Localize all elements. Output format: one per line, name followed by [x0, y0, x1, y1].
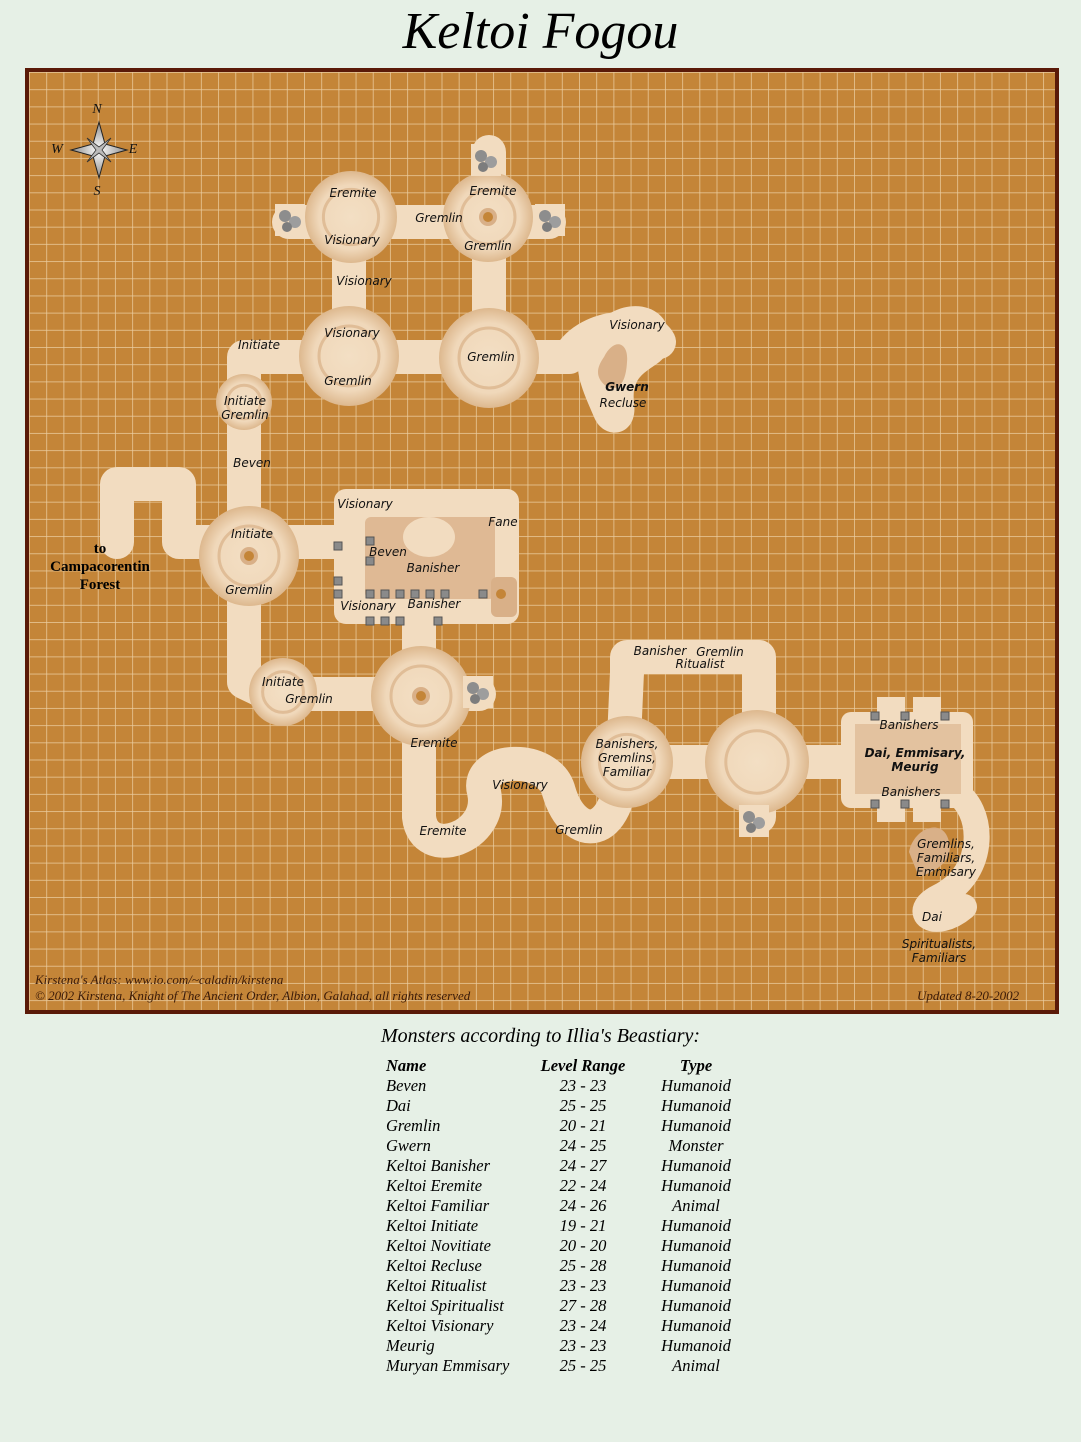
monster-label: Initiate — [231, 527, 273, 541]
monster-type: Humanoid — [661, 1076, 731, 1095]
table-row — [380, 1316, 760, 1336]
monster-level-range: 25 - 28 — [559, 1256, 607, 1275]
monster-name: Keltoi Spiritualist — [386, 1296, 504, 1315]
monster-level-range: 25 - 25 — [559, 1096, 607, 1115]
cave-room — [305, 171, 397, 263]
monster-label: Visionary — [492, 778, 548, 792]
monster-type: Humanoid — [661, 1096, 731, 1115]
compass-west: W — [51, 142, 63, 157]
monster-label: Eremite — [410, 736, 458, 750]
monster-name: Keltoi Eremite — [386, 1176, 483, 1195]
monster-type: Humanoid — [661, 1216, 731, 1235]
monster-label: Eremite — [469, 184, 517, 198]
monster-label: Gremlin — [324, 374, 372, 388]
compass-rose — [71, 122, 127, 178]
bestiary-heading: Monsters according to Illia's Beastiary: — [380, 1025, 701, 1047]
monster-name: Keltoi Familiar — [386, 1196, 490, 1215]
monster-name: Keltoi Visionary — [386, 1316, 494, 1335]
monster-label: Gremlin — [285, 692, 333, 706]
monster-level-range: 19 - 21 — [559, 1216, 607, 1235]
monster-label: Gremlin — [696, 645, 744, 659]
monster-name: Gremlin — [386, 1116, 441, 1135]
monster-level-range: 20 - 21 — [559, 1116, 607, 1135]
map-title: Keltoi Fogou — [402, 3, 679, 60]
monster-label: Initiate — [262, 675, 304, 689]
monster-label: Gwern — [605, 380, 649, 394]
monster-label: Fane — [488, 515, 518, 529]
monster-level-range: 24 - 27 — [559, 1156, 607, 1175]
monster-label: Initiate Gremlin — [221, 394, 269, 422]
monster-level-range: 27 - 28 — [559, 1296, 607, 1315]
monster-label: Spiritualists, Familiars — [901, 937, 977, 965]
cave-room — [299, 306, 399, 406]
monster-name: Keltoi Initiate — [386, 1216, 479, 1235]
monster-level-range: 24 - 26 — [559, 1196, 607, 1215]
table-row — [380, 1356, 760, 1376]
cave-layout — [29, 72, 1055, 1010]
table-row — [380, 1076, 760, 1096]
monster-type: Animal — [672, 1356, 720, 1375]
monster-label: Dai, Emmisary, Meurig — [864, 746, 966, 774]
compass-south: S — [93, 184, 101, 199]
monster-name: Keltoi Novitiate — [386, 1236, 491, 1255]
monster-label: Ritualist — [675, 657, 725, 671]
table-row — [380, 1216, 760, 1236]
monster-label: Banishers — [881, 785, 941, 799]
table-header-row — [380, 1055, 760, 1076]
table-row — [380, 1096, 760, 1116]
monster-label: Beven — [233, 456, 271, 470]
monster-label: Gremlin — [467, 350, 515, 364]
dungeon-map — [25, 68, 1059, 1014]
monster-type: Humanoid — [661, 1276, 731, 1295]
monster-level-range: 25 - 25 — [559, 1356, 607, 1375]
monster-type: Animal — [672, 1196, 720, 1215]
compass-north: N — [92, 102, 102, 117]
monster-label: Eremite — [329, 186, 377, 200]
monster-label: Banishers, Gremlins, Familiar — [595, 737, 659, 779]
monster-name: Keltoi Recluse — [386, 1256, 482, 1275]
compass-east: E — [128, 142, 138, 157]
cave-room — [705, 710, 809, 814]
table-row — [380, 1176, 760, 1196]
monster-level-range: 22 - 24 — [559, 1176, 607, 1195]
monster-label: Dai — [922, 910, 942, 924]
monster-level-range: 24 - 25 — [559, 1136, 607, 1155]
monster-type: Humanoid — [661, 1296, 731, 1315]
monster-type: Monster — [668, 1136, 724, 1155]
monster-level-range: 23 - 23 — [559, 1076, 607, 1095]
monster-label: Visionary — [337, 497, 393, 511]
credit-updated: Updated 8-20-2002 — [917, 988, 1020, 1003]
monster-label: Beven — [369, 545, 407, 559]
monster-type: Humanoid — [661, 1256, 731, 1275]
monster-type: Humanoid — [661, 1116, 731, 1135]
table-row — [380, 1196, 760, 1216]
table-row — [380, 1276, 760, 1296]
column-header-level: Level Range — [540, 1056, 626, 1075]
monster-label: Visionary — [340, 599, 396, 613]
monster-name: Muryan Emmisary — [386, 1356, 510, 1375]
monster-name: Meurig — [386, 1336, 435, 1355]
table-row — [380, 1256, 760, 1276]
monster-label: Gremlin — [415, 211, 463, 225]
monster-label: Recluse — [599, 396, 647, 410]
exit-label: to Campacorentin Forest — [50, 541, 150, 593]
monster-label: Initiate — [238, 338, 280, 352]
monster-type: Humanoid — [661, 1176, 731, 1195]
monster-label: Gremlin — [555, 823, 603, 837]
monster-label: Visionary — [324, 233, 380, 247]
monster-level-range: 23 - 23 — [559, 1336, 607, 1355]
monster-type: Humanoid — [661, 1316, 731, 1335]
monster-type: Humanoid — [661, 1236, 731, 1255]
monster-level-range: 20 - 20 — [559, 1236, 607, 1255]
credit-copyright: © 2002 Kirstena, Knight of The Ancient Order, Albion, Galahad, all rights reserved — [35, 988, 471, 1003]
table-row — [380, 1236, 760, 1256]
table-row — [380, 1116, 760, 1136]
column-header-name: Name — [386, 1056, 427, 1075]
monster-name: Keltoi Ritualist — [386, 1276, 487, 1295]
monster-type: Humanoid — [661, 1156, 731, 1175]
monster-label: Visionary — [324, 326, 380, 340]
column-header-type: Type — [679, 1056, 713, 1075]
monster-type: Humanoid — [661, 1336, 731, 1355]
monster-level-range: 23 - 24 — [559, 1316, 607, 1335]
monster-label: Gremlins, Familiars, Emmisary — [916, 837, 976, 879]
monster-name: Beven — [386, 1076, 427, 1095]
monster-label: Banishers — [879, 718, 939, 732]
table-row — [380, 1136, 760, 1156]
monster-name: Dai — [386, 1096, 411, 1115]
monster-level-range: 23 - 23 — [559, 1276, 607, 1295]
table-row — [380, 1296, 760, 1316]
monster-name: Keltoi Banisher — [386, 1156, 491, 1175]
monster-label: Eremite — [419, 824, 467, 838]
monster-label: Banisher — [406, 561, 460, 575]
table-row — [380, 1156, 760, 1176]
monster-table — [380, 1055, 760, 1376]
monster-label: Banisher — [407, 597, 461, 611]
monster-name: Gwern — [386, 1136, 431, 1155]
table-row — [380, 1336, 760, 1356]
credit-atlas: Kirstena's Atlas: www.io.com/~caladin/kirstena — [35, 972, 284, 987]
monster-label: Visionary — [336, 274, 392, 288]
monster-label: Gremlin — [225, 583, 273, 597]
monster-label: Banisher — [633, 644, 687, 658]
monster-label: Visionary — [609, 318, 665, 332]
monster-label: Gremlin — [464, 239, 512, 253]
